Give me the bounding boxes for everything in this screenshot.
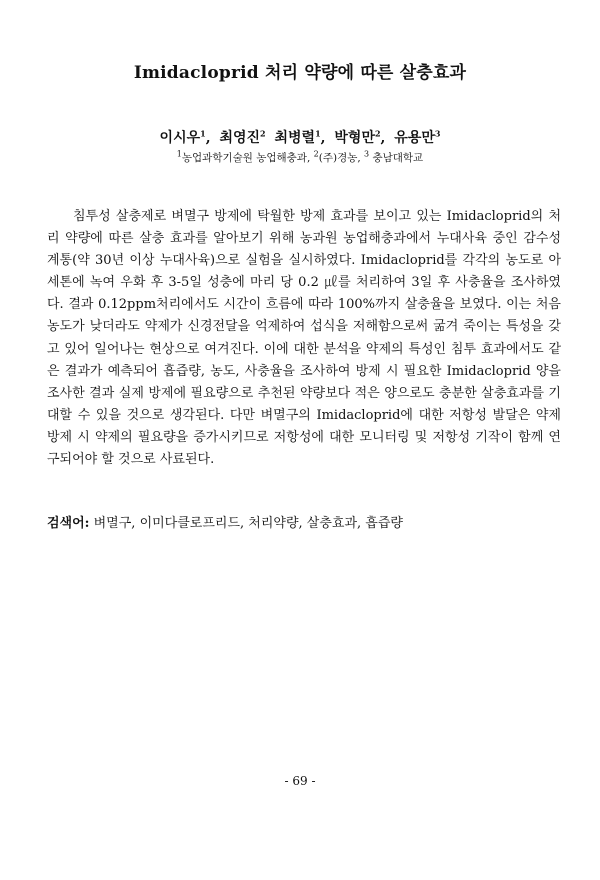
keywords-line (47, 513, 561, 535)
author-name: 박형만 (334, 130, 375, 146)
author-affiliation-mark: 2 (374, 128, 381, 139)
author-affiliation-mark: 1 (200, 128, 206, 139)
author-name: 최병렬 (274, 130, 316, 146)
author (394, 130, 440, 146)
author-affiliation-mark: 2 (260, 128, 266, 139)
author-affiliation-mark: 3 (434, 128, 441, 139)
paper-title: Imidacloprid 처리 약량에 따른 살충효과 (133, 63, 467, 83)
author-name: 유용만 (394, 130, 435, 146)
page-number: - 69 - (284, 774, 316, 788)
abstract-paragraph: 침투성 살충제로 벼멸구 방제에 탁월한 방제 효과를 보이고 있는 Imidacloprid의 처리 약량에 따른 살충 효과를 알아보기 위해 농과원 농업해충과에서 누대사육 중인 감수성 계통(약 30년 이상 누대사육)으로 실험을 실시하였다. Imidacloprid를 각각의 농도로 아세톤에 녹여 우화 후 3-5일 성충에 마리 당 0.2 ㎕를 처리하여 3일 후 사충율을 조사하였다. 결과 0.12ppm처리에서도 시간이 흐름에 따라 100%까지 살충율을 보였다. 이는 처음 농도가 낮더라도 약제가 신경전달을 억제하여 섭식을 저해함으로써 굶겨 죽이는 특성을 갖고 있어 일어나는 현상으로 여겨진다. 이에 대한 분석을 약제의 특성인 침투 효과에서도 같은 결과가 예측되어 흡즙량, 농도, 사충율을 조사하여 방제 시 필요한 Imidacloprid 양을 조사한 결과 실제 방제에 필요량으로 추천된 약량보다 적은 양으로도 충분한 살충효과를 기대할 수 있을 것으로 생각된다. 다만 벼멸구의 Imidacloprid에 대한 저항성 발달은 약제 방제 시 약제의 필요량을 증가시키므로 저항성에 대한 모니터링 및 저항성 기작이 함께 연구되어야 할 것으로 사료된다. (47, 209, 561, 468)
author: 이시우$^1$, (159, 128, 211, 146)
affiliation-list: $^1$농업과학기술원 농업해충과, $^2$(주)경농, $^3$ 충남대학교 (176, 149, 424, 164)
author (219, 130, 265, 146)
keywords-label: 검색어: (47, 516, 90, 531)
author-name: 최영진 (219, 130, 261, 146)
keywords-text: 벼멸구, 이미다클로프리드, 처리약량, 살충효과, 흡즙량 (93, 516, 403, 531)
affiliation-mark: 2 (313, 149, 319, 159)
author-name: 이시우 (159, 130, 201, 146)
affiliation: 충남대학교 (372, 152, 424, 164)
affiliation: 농업과학기술원 농업해충과 (181, 152, 307, 164)
author: 박형만$^2$, (334, 128, 386, 146)
affiliation-mark: 1 (176, 149, 182, 159)
affiliation-mark: 3 (364, 149, 370, 159)
affiliation: (주)경농 (318, 152, 358, 164)
author-affiliation-mark: 1 (315, 128, 321, 139)
author: 최병렬$^1$, (274, 128, 326, 146)
author-list (0, 127, 600, 147)
